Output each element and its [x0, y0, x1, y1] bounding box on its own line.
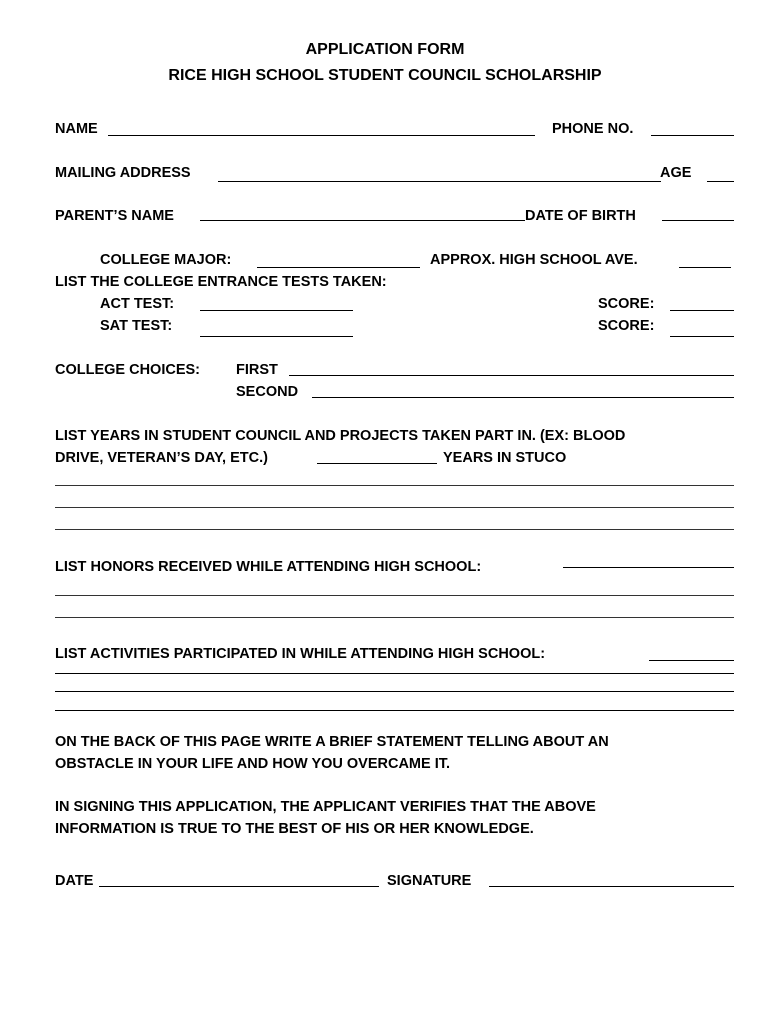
first-choice-field[interactable] — [289, 375, 734, 376]
act-score-field[interactable] — [670, 310, 734, 311]
date-of-birth-label: DATE OF BIRTH — [525, 208, 636, 224]
second-choice-label: SECOND — [236, 384, 299, 400]
essay-instructions-line2: OBSTACLE IN YOUR LIFE AND HOW YOU OVERCAME IT. — [55, 756, 451, 772]
stuco-answer-line-1[interactable] — [55, 485, 734, 486]
honors-answer-line-2[interactable] — [55, 617, 734, 618]
sat-score-field[interactable] — [670, 336, 734, 337]
act-test-field[interactable] — [200, 310, 353, 311]
first-choice-label: FIRST — [236, 362, 278, 378]
signature-label: SIGNATURE — [387, 873, 472, 889]
act-score-label: SCORE: — [598, 296, 655, 312]
years-in-stuco-label: YEARS IN STUCO — [443, 450, 567, 466]
parents-name-label: PARENT’S NAME — [55, 208, 174, 224]
college-major-field[interactable] — [257, 267, 420, 268]
name-label: NAME — [55, 121, 98, 137]
name-field[interactable] — [108, 135, 535, 136]
mailing-address-label: MAILING ADDRESS — [55, 165, 191, 181]
honors-label: LIST HONORS RECEIVED WHILE ATTENDING HIGH SCHOOL: — [55, 559, 482, 575]
signature-field[interactable] — [489, 886, 734, 887]
sat-score-label: SCORE: — [598, 318, 655, 334]
hs-average-label: APPROX. HIGH SCHOOL AVE. — [430, 252, 638, 268]
college-major-label: COLLEGE MAJOR: — [100, 252, 232, 268]
date-label: DATE — [55, 873, 94, 889]
phone-field[interactable] — [651, 135, 734, 136]
act-test-label: ACT TEST: — [100, 296, 175, 312]
honors-field[interactable] — [563, 567, 734, 568]
sat-test-field[interactable] — [200, 336, 353, 337]
activities-field[interactable] — [649, 660, 734, 661]
stuco-instructions-line2: DRIVE, VETERAN’S DAY, ETC.) — [55, 450, 268, 466]
phone-label: PHONE NO. — [552, 121, 634, 137]
hs-average-field[interactable] — [679, 267, 731, 268]
second-choice-field[interactable] — [312, 397, 734, 398]
parents-name-field[interactable] — [200, 220, 525, 221]
activities-answer-line-1[interactable] — [55, 673, 734, 674]
years-in-stuco-field[interactable] — [317, 463, 437, 464]
sat-test-label: SAT TEST: — [100, 318, 173, 334]
stuco-answer-line-3[interactable] — [55, 529, 734, 530]
activities-answer-line-3[interactable] — [55, 710, 734, 711]
activities-answer-line-2[interactable] — [55, 691, 734, 692]
stuco-answer-line-2[interactable] — [55, 507, 734, 508]
form-title: APPLICATION FORM — [305, 41, 465, 58]
age-field[interactable] — [707, 181, 734, 182]
form-subtitle: RICE HIGH SCHOOL STUDENT COUNCIL SCHOLARSHIP — [168, 67, 602, 84]
college-choices-label: COLLEGE CHOICES: — [55, 362, 201, 378]
verification-line1: IN SIGNING THIS APPLICATION, THE APPLICANT VERIFIES THAT THE ABOVE — [55, 799, 596, 815]
verification-line2: INFORMATION IS TRUE TO THE BEST OF HIS OR HER KNOWLEDGE. — [55, 821, 534, 837]
date-field[interactable] — [99, 886, 379, 887]
tests-heading: LIST THE COLLEGE ENTRANCE TESTS TAKEN: — [55, 274, 387, 290]
essay-instructions-line1: ON THE BACK OF THIS PAGE WRITE A BRIEF STATEMENT TELLING ABOUT AN — [55, 734, 609, 750]
honors-answer-line-1[interactable] — [55, 595, 734, 596]
activities-label: LIST ACTIVITIES PARTICIPATED IN WHILE ATTENDING HIGH SCHOOL: — [55, 646, 546, 662]
date-of-birth-field[interactable] — [662, 220, 734, 221]
age-label: AGE — [660, 165, 692, 181]
mailing-address-field[interactable] — [218, 181, 661, 182]
stuco-instructions-line1: LIST YEARS IN STUDENT COUNCIL AND PROJECTS TAKEN PART IN. (EX: BLOOD — [55, 428, 626, 444]
